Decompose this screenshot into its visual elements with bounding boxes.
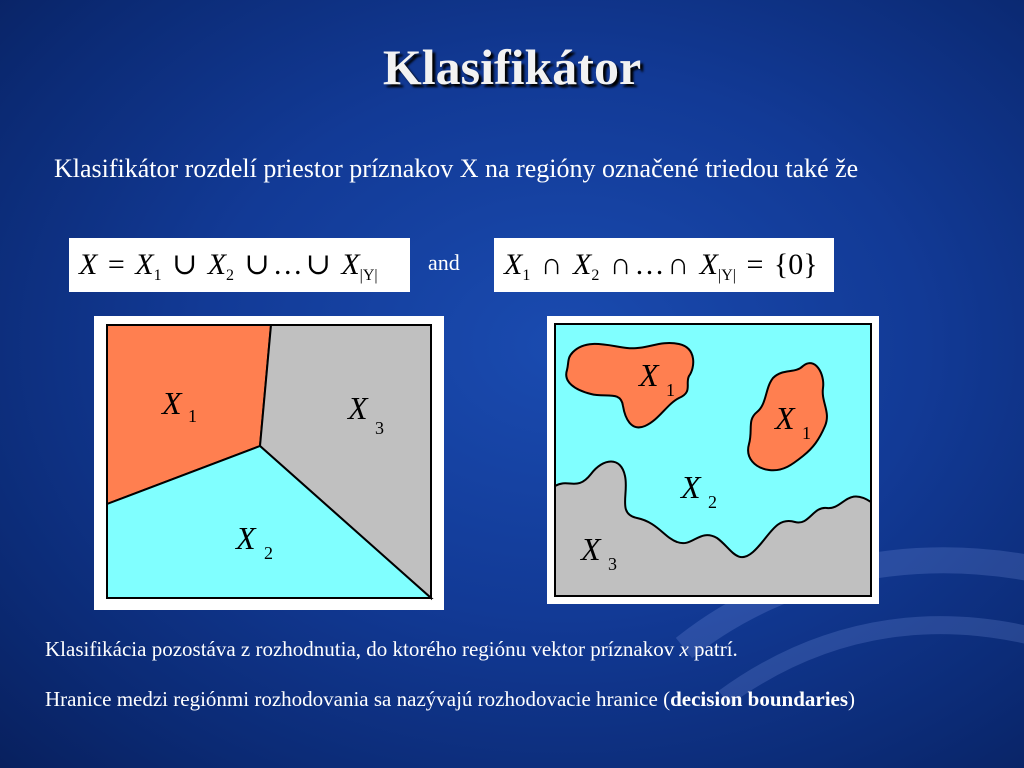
ellipsis: … [272,248,303,281]
formula-var: X [135,248,154,281]
intersection-sign: ∩ [540,248,563,281]
formula-var: X [573,248,592,281]
footer2-start: Hranice medzi regiónmi rozhodovania sa nazývajú rozhodovacie hranice ( [45,687,671,711]
formula-subscript: 2 [591,267,600,284]
union-sign: ∪ [244,248,270,281]
footer1-end: patrí. [688,637,738,661]
region-label: X [581,531,601,567]
formula-var: X [79,248,98,281]
formula-var: X [699,248,718,281]
intersection-sign: ∩ [667,248,690,281]
region-subscript: 3 [608,554,617,574]
region-subscript: 1 [188,406,197,426]
and-label: and [428,250,460,275]
equals-sign: = [746,248,764,281]
formula-subscript: 2 [226,267,235,284]
region-subscript: 3 [375,418,384,438]
region-label: X [348,390,368,426]
formula-var: X [341,248,360,281]
formula-subscript: 1 [522,267,531,284]
intersection-formula [494,238,834,292]
region-subscript: 1 [802,423,811,443]
union-sign: ∪ [305,248,331,281]
slide-title: Klasifikátor [382,39,642,95]
partition-diagram-complex [547,316,879,604]
partition-diagram-simple [94,316,444,610]
footer-text-classification [45,634,995,664]
feature-vector-var: x [679,637,689,661]
intersection-sign: ∩ [609,248,632,281]
region-label: X [681,469,701,505]
footer1-start: Klasifikácia pozostáva z rozhodnutia, do ktorého regiónu vektor príznakov [45,637,680,661]
equals-sign: = [107,248,125,281]
formula-var: X [207,248,227,281]
formula-subscript: |Y| [718,267,736,284]
empty-set-result: {0} [773,248,818,281]
ellipsis: … [634,248,665,281]
union-formula [69,238,410,292]
footer-text-boundaries [45,684,995,714]
formula-var: X [504,248,523,281]
intro-text: Klasifikátor rozdelí priestor príznakov X na regióny označené triedou také že [54,154,859,183]
region-label: X [162,385,182,421]
region-subscript: 2 [708,492,717,512]
region-subscript: 2 [264,543,273,563]
formula-subscript: 1 [153,267,162,284]
region-label: X [639,357,659,393]
region-label: X [775,400,795,436]
decision-boundaries-term: decision boundaries [670,687,849,711]
region-subscript: 1 [666,380,675,400]
union-sign: ∪ [172,248,198,281]
formula-subscript: |Y| [359,267,378,284]
region-label: X [236,520,256,556]
footer2-end: ) [848,687,856,711]
